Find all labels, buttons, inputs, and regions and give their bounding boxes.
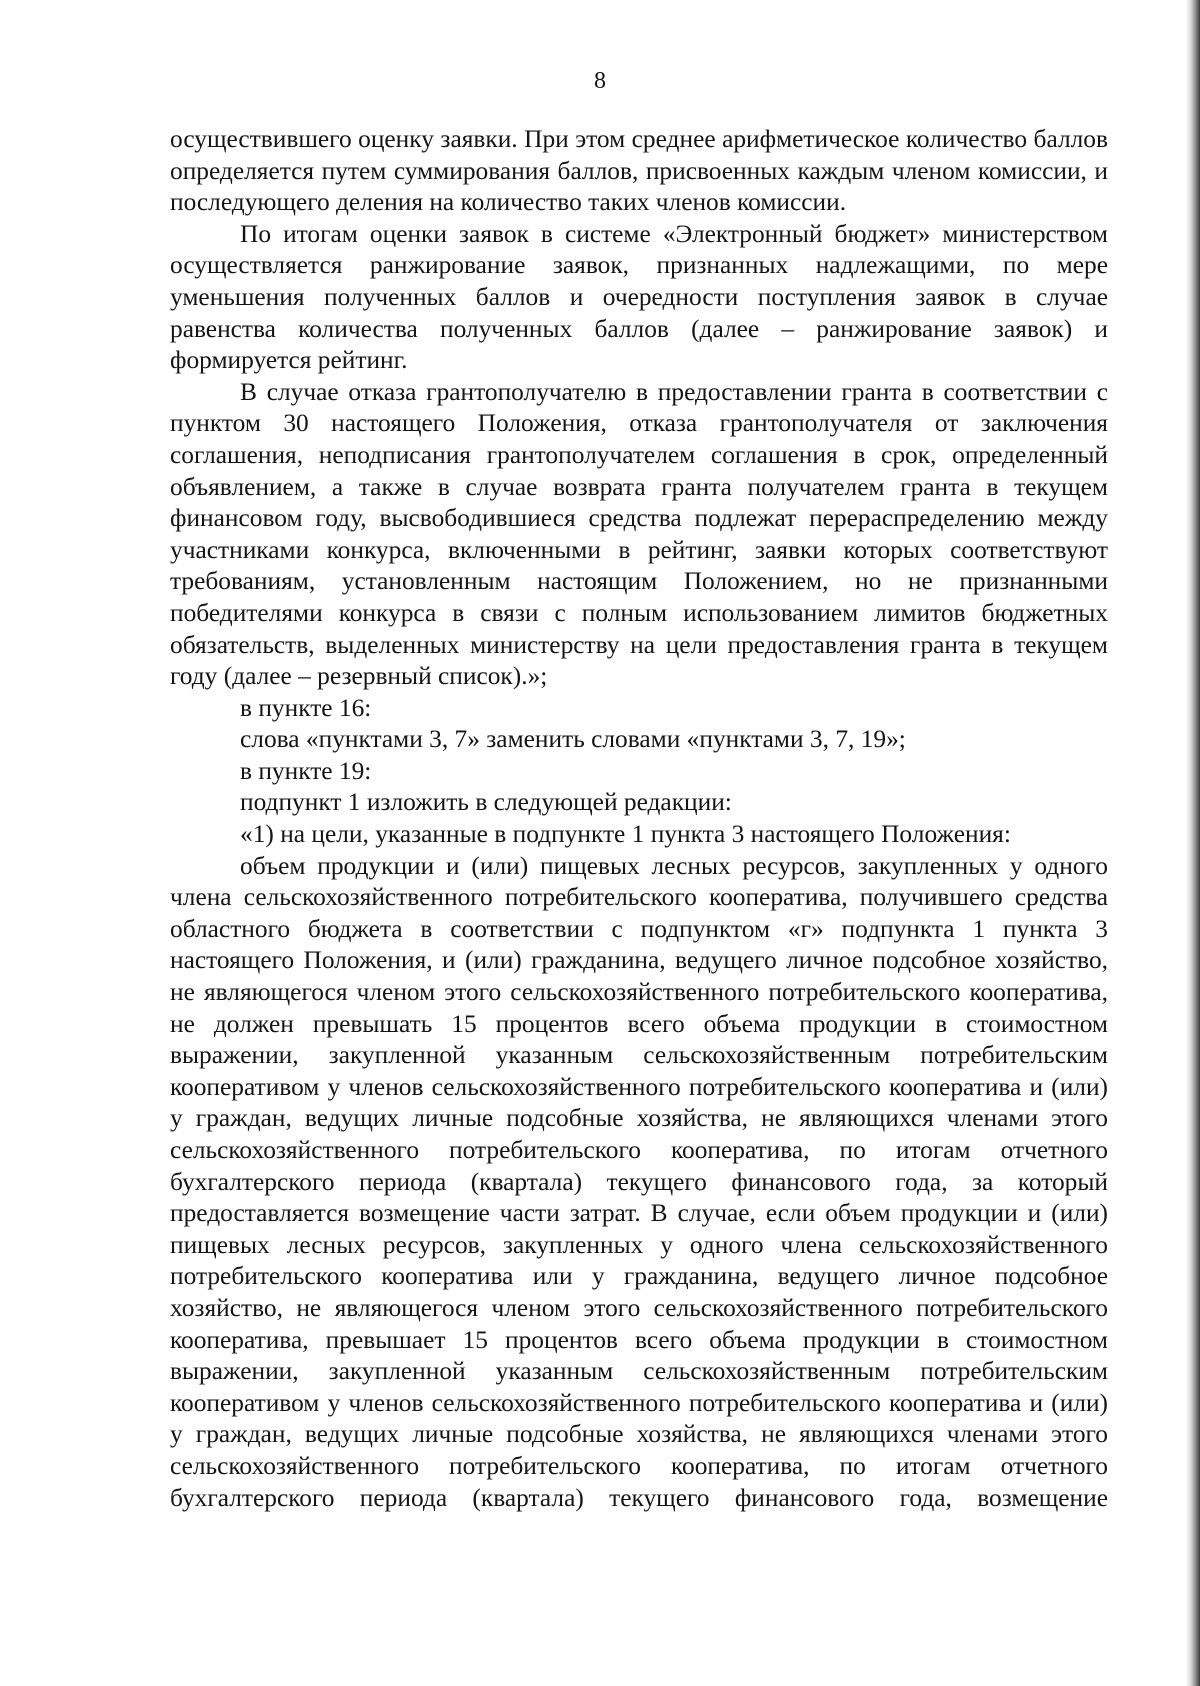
document-body xyxy=(170,124,1108,1514)
page-number: 8 xyxy=(594,68,606,94)
paragraph-subclause-1-heading: «1) на цели, указанные в подпункте 1 пункта 3 настоящего Положения: xyxy=(240,820,1011,849)
paragraph-ranking: По итогам оценки заявок в системе «Электронный бюджет» министерством осуществляется ранжирование заявок, признанных надлежащими, по мере уменьшения полученных баллов и очередности поступления заявок в случае равенства количества полученных баллов (далее – ранжирование заявок) и формируется рейтинг. xyxy=(170,219,1108,375)
paragraph-assessment-continuation: осуществившего оценку заявки. При этом среднее арифметическое количество баллов определяется путем суммирования баллов, присвоенных каждым членом комиссии, и последующего деления на количество таких членов комиссии. xyxy=(170,125,1108,217)
paragraph-reserve-list: В случае отказа грантополучателю в предоставлении гранта в соответствии с пунктом 30 настоящего Положения, отказа грантополучателя от заключения соглашения, неподписания грантополучателем соглашения в срок, определенный объявлением, а также в случае возврата гранта получателем гранта в текущем финансовом году, высвободившиеся средства подлежат перераспределению между участниками конкурса, включенными в рейтинг, заявки которых соответствуют требованиям, установленным настоящим Положением, но не признанными победителями конкурса в связи с полным использованием лимитов бюджетных обязательств, выделенных министерству на цели предоставления гранта в текущем году (далее – резервный список).»; xyxy=(170,377,1108,691)
paragraph-clause-19: в пункте 19: xyxy=(240,756,372,785)
paragraph-clause-16: в пункте 16: xyxy=(240,693,372,722)
paragraph-production-volume: объем продукции и (или) пищевых лесных ресурсов, закупленных у одного члена сельскохозяйственного потребительского кооператива, получившего средства областного бюджета в соответствии с подпунктом «г» подпункта 1 пункта 3 настоящего Положения, и (или) гражданина, ведущего личное подсобное хозяйство, не являющегося членом этого сельскохозяйственного потребительского кооператива, не должен превышать 15 процентов всего объема продукции в стоимостном выражении, закупленной указанным сельскохозяйственным потребительским кооперативом у членов сельскохозяйственного потребительского кооператива и (или) у граждан, ведущих личные подсобные хозяйства, не являющихся членами этого сельскохозяйственного потребительского кооператива, по итогам отчетного бухгалтерского периода (квартала) текущего финансового года, за который предоставляется возмещение части затрат. В случае, если объем продукции и (или) пищевых лесных ресурсов, закупленных у одного члена сельскохозяйственного потребительского кооператива или у гражданина, ведущего личное подсобное хозяйство, не являющегося членом этого сельскохозяйственного потребительского кооператива, превышает 15 процентов всего объема продукции в стоимостном выражении, закупленной указанным сельскохозяйственным потребительским кооперативом у членов сельскохозяйственного потребительского кооператива и (или) у граждан, ведущих личные подсобные хозяйства, не являющихся членами этого сельскохозяйственного потребительского кооператива, по итогам отчетного бухгалтерского периода (квартала) текущего финансового года, возмещение xyxy=(170,851,1108,1512)
paragraph-words-replace: слова «пунктами 3, 7» заменить словами «пунктами 3, 7, 19»; xyxy=(240,725,906,754)
scan-edge-shadow xyxy=(1186,0,1200,1686)
paragraph-subclause-1-edit: подпункт 1 изложить в следующей редакции: xyxy=(240,788,732,817)
